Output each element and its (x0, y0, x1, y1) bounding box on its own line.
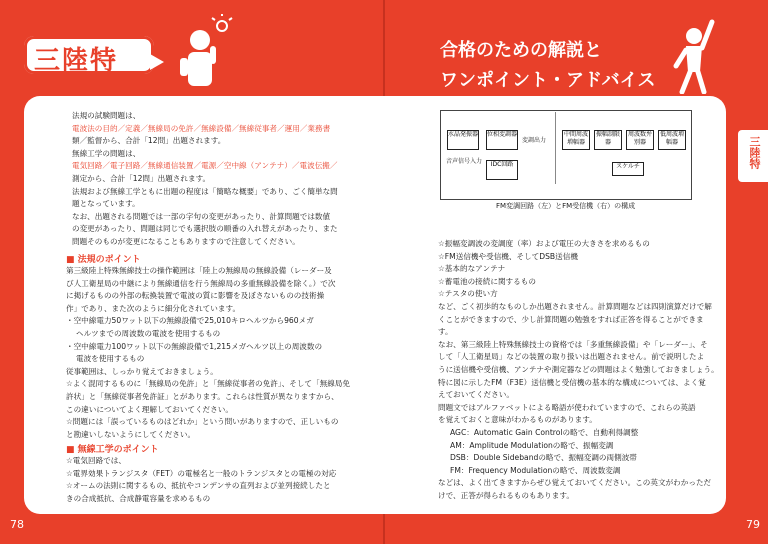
body-line: うに送信機や受信機、アンテナや測定器などの問題はよく勉強しておきましょう。 (438, 364, 719, 374)
body-line: す。 (438, 327, 453, 337)
intro-line: 電波法の目的／定義／無線局の免許／無線設備／無線従事者／運用／業務書 (72, 123, 331, 133)
body-line: なお、第三級陸上特殊無線技士の資格では「多重無線設備」や「レーダー」、そ (438, 339, 708, 349)
body-line: ☆蓄電池の接続に関するもの (438, 276, 536, 286)
body-line: など、ごく初歩的なものしか出題されません。計算問題などは四則演算だけで解 (438, 301, 712, 311)
intro-line: 無線工学の問題は、 (72, 148, 141, 158)
engineering-points-text (66, 455, 366, 505)
law-line: ・空中線電力50ワット以下の無線設備で25,010キロヘルツから960メガ (66, 316, 314, 326)
engineering-line: ☆電気回路では、 (66, 456, 126, 465)
law-line: ☆問題には「誤っているものはどれか」という問いがありますので、正しいもの (66, 417, 339, 427)
thinking-person-illustration (166, 14, 236, 94)
law-line: 許状」と「無線従事者免許証」とがあります。これらは性質が異なりますから、 (66, 391, 339, 401)
law-points-text (66, 265, 366, 441)
intro-line: 測定から、合計「12問」出題されます。 (72, 173, 211, 183)
intro-line: 類／監督から、合計「12問」出題されます。 (72, 136, 226, 146)
law-line: ☆よく混同するものに「無線局の免許」と「無線従事者の免許」、そして「無線局免 (66, 379, 350, 389)
engineering-line: きの合成抵抗、合成静電容量を求めるもの (66, 493, 211, 503)
law-line: 第三級陸上特殊無線技士の操作範囲は「陸上の無線局の無線設備（レーダー及 (66, 266, 332, 275)
body-line: AM：Amplitude Modulationの略で、振幅変調 (450, 440, 614, 450)
law-line: 従事範囲は、しっかり覚えておきましょう。 (66, 366, 218, 376)
intro-line: なお、出題される問題では一部の字句の変更があったり、計算問題では数値 (72, 211, 331, 221)
intro-line: 電気回路／電子回路／無線通信装置／電源／空中線（アンテナ）／電波伝搬／ (72, 161, 338, 171)
body-line: FM：Frequency Modulationの略で、周波数変調 (450, 465, 621, 475)
law-line: 作」であり、また次のように細分化されています。 (66, 303, 241, 313)
body-line: AGC：Automatic Gain Controlの略で、自動利得調整 (450, 427, 639, 437)
right-body-text (438, 238, 722, 502)
discriminator-block: 周波数弁別器 (626, 130, 654, 150)
body-line: ☆振幅変調波の変調度（率）および電圧の大きさを求めるもの (438, 239, 650, 248)
modulation-output-label: 変調出力 (522, 137, 547, 144)
body-line: ☆テスタの使い方 (438, 289, 498, 299)
intro-text (72, 110, 364, 249)
engineering-line: ☆オームの法則に関するもの、抵抗やコンデンサの直列および並列接続したと (66, 481, 331, 491)
crystal-oscillator-block: 水晶発振器 (447, 130, 479, 150)
body-line: DSB：Double Sidebandの略で、振幅変調の両側波帯 (450, 453, 637, 463)
body-line: ☆FM送信機や受信機、そしてDSB送信機 (438, 251, 578, 261)
engineering-line: ☆電界効果トランジスタ（FET）の電極名と一般のトランジスタとの電極の対応 (66, 468, 337, 478)
law-line: 電波を使用するもの (76, 354, 145, 364)
intro-line: の変更があったり、問題は同じでも選択肢の順番の入れ替えがあったり、また (72, 224, 338, 234)
left-page-number: 78 (10, 518, 24, 531)
limiter-block: 振幅制限器 (594, 130, 622, 150)
law-line: び人工衛星局の中継により無線通信を行う無線局の多重無線設備を除く。）で次 (66, 278, 336, 288)
body-line: けで、正答が得られるものもあります。 (438, 490, 574, 500)
law-line: に掲げるものの外部の転換装置で電波の質に影響を及ぼさないものの技術操 (66, 291, 325, 301)
right-title-line2: ワンポイント・アドバイス (440, 70, 656, 91)
body-line: ☆基本的なアンテナ (438, 264, 506, 274)
law-line: この違いについてよく理解しておいてください。 (66, 404, 233, 414)
side-tab-label: 三陸特 (748, 136, 761, 169)
intro-line: 問題そのものが変更になることもありますので注意してください。 (72, 236, 300, 246)
idc-circuit-block: IDC回路 (486, 160, 518, 180)
law-line: と勘違いしないようにしてください。 (66, 429, 196, 439)
body-line: えておいてください。 (438, 390, 514, 400)
right-page-title (440, 36, 655, 96)
figure-caption: FM変調回路（左）とFM受信機（右）の構成 (496, 202, 636, 210)
body-line: くことができますので、少し計算問題の勉強をすれば正答を得ることができま (438, 314, 704, 324)
phase-modulator-block: 位相変調器 (486, 130, 518, 150)
body-line: 特に図に示したFM（F3E）送信機と受信機の基本的な構成については、よく覚 (438, 377, 706, 387)
audio-input-label: 音声信号入力 (446, 158, 483, 165)
af-amplifier-block: 低周波増幅器 (658, 130, 686, 150)
section-heading-law: ■ 法規のポイント (66, 255, 141, 265)
right-page-number: 79 (746, 518, 760, 531)
intro-line: 題となっています。 (72, 199, 140, 209)
right-title-line1: 合格のための解説と (440, 40, 602, 61)
body-line: 問題文ではアルファベットによる略語が使われていますので、これらの英語 (438, 402, 696, 412)
if-amplifier-block: 中間周波増幅器 (562, 130, 590, 150)
law-line: ヘルツまでの周波数の電波を使用するもの (76, 328, 221, 338)
section-heading-engineering: ■ 無線工学のポイント (66, 445, 159, 455)
chapter-title: 三陸特 (34, 46, 119, 76)
body-line: を覚えておくと意味がわかるものがあります。 (438, 415, 597, 425)
body-line: して「人工衛星局」などの装置の取り扱いは出題されません。前で説明したよ (438, 352, 705, 362)
cheering-person-illustration (664, 14, 720, 94)
law-line: ・空中線電力100ワット以下の無線設備で1,215メガヘルツ以上の周波数の (66, 341, 323, 351)
squelch-block: スケルチ (612, 162, 644, 176)
title-bubble-tail (150, 54, 164, 70)
intro-line: 法規の試験問題は、 (72, 111, 141, 120)
body-line: などは、よく出てきますからぜひ覚えておいてください。この英文がわかっただ (438, 478, 712, 488)
intro-line: 法規および無線工学ともに出題の程度は「簡略な概要」であり、ごく簡単な問 (72, 186, 338, 196)
